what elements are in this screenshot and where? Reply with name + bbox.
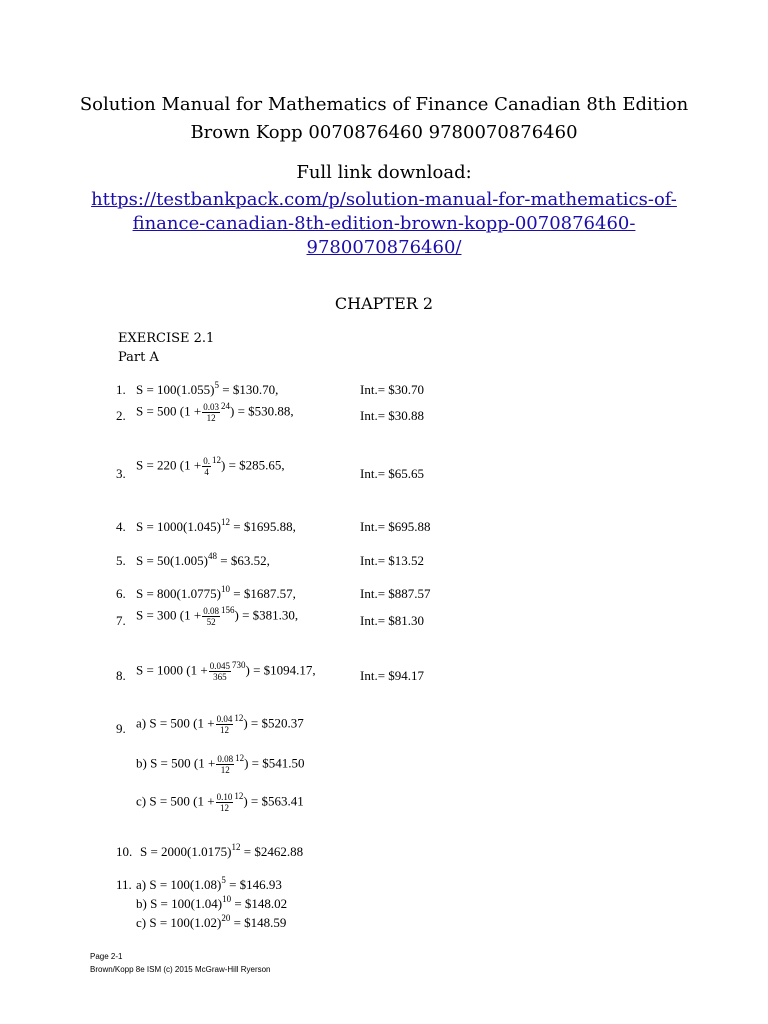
interest-value: Int.= $30.88 [360, 408, 425, 423]
document-title-line2: Brown Kopp 0070876460 9780070876460 [190, 122, 578, 143]
interest-value: Int.= $13.52 [360, 553, 425, 568]
interest-value: Int.= $695.88 [360, 519, 431, 534]
document-title-line1: Solution Manual for Mathematics of Finance Canadian 8th Edition [79, 94, 689, 115]
equation: $S = 800(1.0775)^{10}$ = $1687.57, [136, 584, 296, 601]
chapter-heading: CHAPTER 2 [334, 294, 434, 313]
equation: $S = 50(1.005)^{48}$ = $63.52, [136, 551, 270, 568]
copyright-footer: Brown/Kopp 8e ISM (c) 2015 McGraw-Hill Ryerson [90, 965, 271, 974]
item-number: 10. [116, 844, 133, 859]
equation-part-c: c) S = 500 (1 + $\frac{0.10}{12}$ $^{12}$) = $563.41 [136, 791, 304, 813]
equation: S = 1000 (1 + $\frac{0.045}{365}$ $^{730}$) = $1094.17, [136, 660, 316, 682]
item-number: 9. [116, 721, 126, 736]
item-number: 11. [116, 877, 132, 892]
full-link-label: Full link download: [296, 162, 472, 183]
part-heading: Part A [118, 350, 159, 365]
equation: S = 220 (1 + $\frac{0.}{4}$ $^{12}$) = $285.65, [136, 455, 285, 477]
equation: $S = 2000(1.0175)^{12}$ = $2462.88 [140, 842, 304, 859]
download-link-line3[interactable]: 9780070876460/ [306, 237, 462, 258]
item-number: 1. [116, 382, 126, 397]
equation-part-a: a) $S = 100(1.08)^5$ = $146.93 [136, 875, 282, 892]
exercise-heading: EXERCISE 2.1 [118, 331, 215, 346]
interest-value: Int.= $887.57 [360, 586, 431, 601]
item-number: 2. [116, 408, 126, 423]
equation: $S = 100(1.055)^5$ = $130.70, [136, 380, 279, 397]
download-link-line2[interactable]: finance-canadian-8th-edition-brown-kopp-0070876460- [132, 213, 636, 234]
equation: S = 500 (1 + $\frac{0.03}{12}$ $^{24}$) = $530.88, [136, 401, 294, 423]
equation: $S = 1000(1.045)^{12}$ = $1695.88, [136, 517, 296, 534]
item-number: 4. [116, 519, 126, 534]
item-number: 3. [116, 466, 126, 481]
equation-part-b: b) S = 500 (1 + $\frac{0.08}{12}$ $^{12}$) = $541.50 [136, 753, 305, 775]
equation: S = 300 (1 + $\frac{0.08}{52}$ $^{156}$) = $381.30, [136, 605, 299, 627]
page-number: Page 2-1 [90, 952, 123, 961]
item-number: 7. [116, 613, 126, 628]
interest-value: Int.= $81.30 [360, 613, 425, 628]
download-link-line1[interactable]: https://testbankpack.com/p/solution-manual-for-mathematics-of- [91, 189, 677, 210]
equation-part-a: a) S = 500 (1 + $\frac{0.04}{12}$ $^{12}$) = $520.37 [136, 713, 304, 735]
equation-part-c: c) $S = 100(1.02)^{20}$ = $148.59 [136, 913, 287, 930]
interest-value: Int.= $30.70 [360, 382, 425, 397]
interest-value: Int.= $94.17 [360, 668, 425, 683]
item-number: 5. [116, 553, 126, 568]
item-number: 6. [116, 586, 126, 601]
item-number: 8. [116, 668, 126, 683]
interest-value: Int.= $65.65 [360, 466, 425, 481]
equation-part-b: b) $S = 100(1.04)^{10}$ = $148.02 [136, 894, 288, 911]
